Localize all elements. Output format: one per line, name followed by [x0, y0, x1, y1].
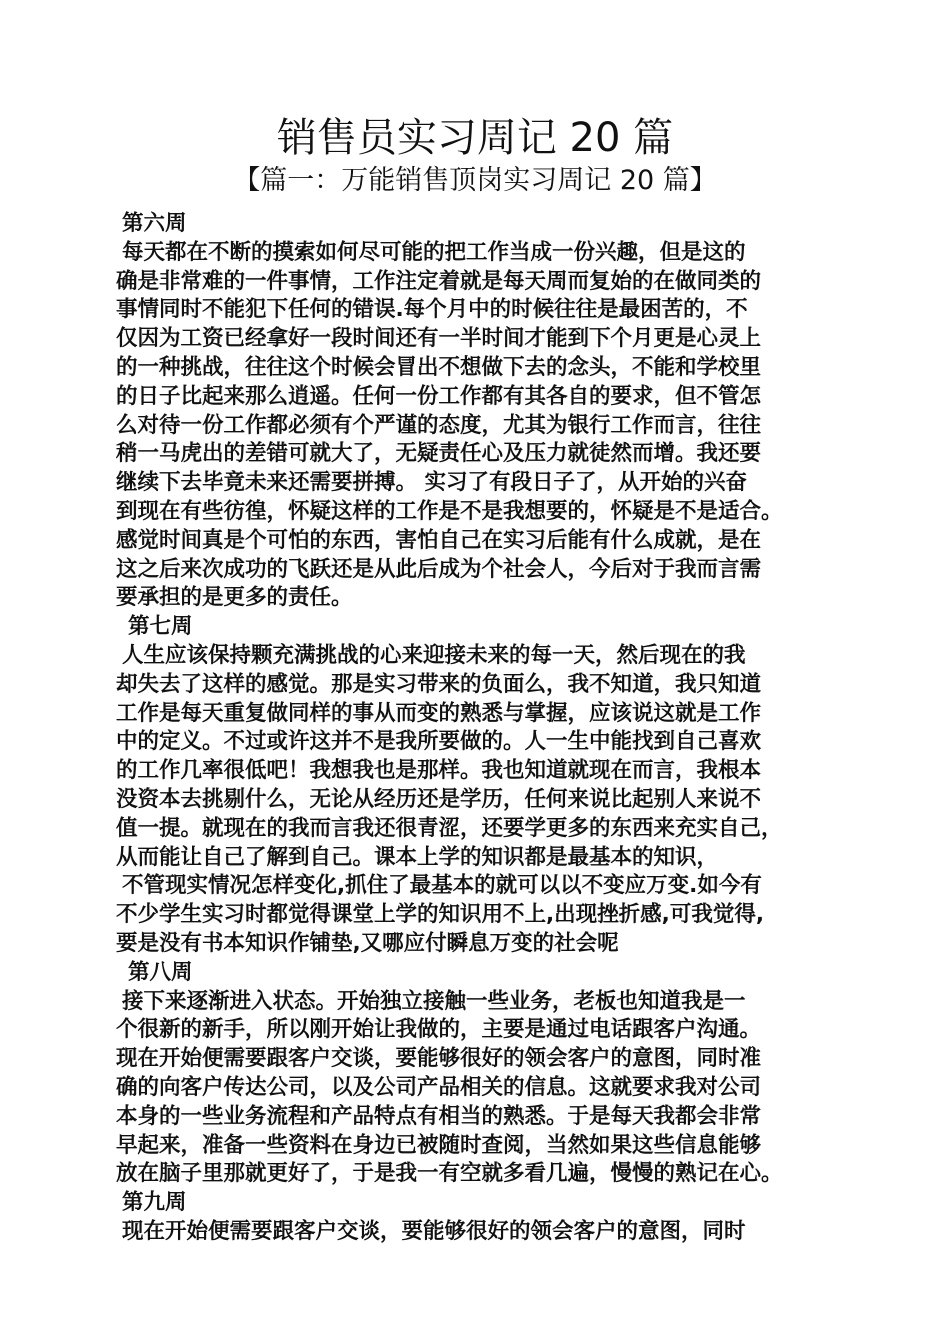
- document-title: 销售员实习周记 20 篇: [276, 115, 674, 161]
- paragraph-line: 个很新的新手，所以刚开始让我做的，主要是通过电话跟客户沟通。: [116, 1017, 762, 1043]
- paragraph-line: 现在开始便需要跟客户交谈，要能够很好的领会客户的意图，同时准: [116, 1046, 762, 1072]
- section-heading: 第七周: [128, 614, 193, 640]
- document-subtitle: 【篇一：万能销售顶岗实习周记 20 篇】: [233, 165, 717, 196]
- document-body: [116, 210, 848, 1247]
- paragraph-line: 人生应该保持颗充满挑战的心来迎接未来的每一天，然后现在的我: [122, 642, 746, 668]
- paragraph-line: 现在开始便需要跟客户交谈，要能够很好的领会客户的意图，同时: [122, 1218, 746, 1244]
- paragraph-line: 从而能让自己了解到自己。课本上学的知识都是最基本的知识，: [116, 844, 719, 870]
- paragraph-line: 不少学生实习时都觉得课堂上学的知识用不上,出现挫折感,可我觉得,: [116, 902, 765, 928]
- section-heading: 第九周: [122, 1190, 187, 1216]
- paragraph-line: 事情同时不能犯下任何的错误.每个月中的时候往往是最困苦的，不: [116, 297, 748, 323]
- paragraph-line: 要是没有书本知识作铺垫,又哪应付瞬息万变的社会呢: [116, 930, 619, 956]
- paragraph-line: 本身的一些业务流程和产品特点有相当的熟悉。于是每天我都会非常: [116, 1103, 762, 1129]
- section-heading: 第六周: [122, 211, 187, 236]
- paragraph-line: 么对待一份工作都必须有个严谨的态度，尤其为银行工作而言，往往: [116, 412, 762, 438]
- paragraph-line: 每天都在不断的摸索如何尽可能的把工作当成一份兴趣，但是这的: [122, 239, 746, 265]
- paragraph-line: 放在脑子里那就更好了，于是我一有空就多看几遍，慢慢的熟记在心。: [116, 1161, 783, 1187]
- section-heading: 第八周: [128, 959, 193, 985]
- paragraph-line: 接下来逐渐进入状态。开始独立接触一些业务，老板也知道我是一: [122, 988, 746, 1014]
- paragraph-line: 这之后来次成功的飞跃还是从此后成为个社会人，今后对于我而言需: [116, 556, 762, 582]
- paragraph-line: 继续下去毕竟未来还需要拼搏。 实习了有段日子了，从开始的兴奋: [116, 470, 747, 496]
- paragraph-line: 却失去了这样的感觉。那是实习带来的负面么，我不知道，我只知道: [116, 671, 762, 697]
- paragraph-line: 感觉时间真是个可怕的东西，害怕自己在实习后能有什么成就，是在: [116, 527, 762, 553]
- paragraph-line: 的一种挑战，往往这个时候会冒出不想做下去的念头，不能和学校里: [116, 354, 762, 380]
- paragraph-line: 确是非常难的一件事情，工作注定着就是每天周而复始的在做同类的: [116, 268, 762, 294]
- paragraph-line: 确的向客户传达公司，以及公司产品相关的信息。这就要求我对公司: [116, 1074, 762, 1100]
- paragraph-line: 的日子比起来那么逍遥。任何一份工作都有其各自的要求，但不管怎: [116, 383, 762, 409]
- paragraph-line: 中的定义。不过或许这并不是我所要做的。人一生中能找到自己喜欢: [116, 729, 762, 755]
- paragraph-line: 仅因为工资已经拿好一段时间还有一半时间才能到下个月更是心灵上: [116, 326, 762, 352]
- paragraph-line: 到现在有些彷徨，怀疑这样的工作是不是我想要的，怀疑是不是适合。: [116, 498, 783, 524]
- paragraph-line: 没资本去挑剔什么，无论从经历还是学历，任何来说比起别人来说不: [116, 786, 762, 812]
- paragraph-line: 不管现实情况怎样变化,抓住了最基本的就可以以不变应万变.如今有: [122, 873, 762, 899]
- paragraph-line: 工作是每天重复做同样的事从而变的熟悉与掌握，应该说这就是工作: [116, 700, 762, 726]
- paragraph-line: 早起来，准备一些资料在身边已被随时查阅，当然如果这些信息能够: [116, 1132, 762, 1158]
- paragraph-line: 的工作几率很低吧！我想我也是那样。我也知道就现在而言，我根本: [116, 758, 762, 784]
- paragraph-line: 要承担的是更多的责任。: [116, 585, 353, 611]
- paragraph-line: 稍一马虎出的差错可就大了，无疑责任心及压力就徒然而增。我还要: [116, 441, 762, 467]
- paragraph-line: 值一提。就现在的我而言我还很青涩，还要学更多的东西来充实自己，: [116, 815, 783, 841]
